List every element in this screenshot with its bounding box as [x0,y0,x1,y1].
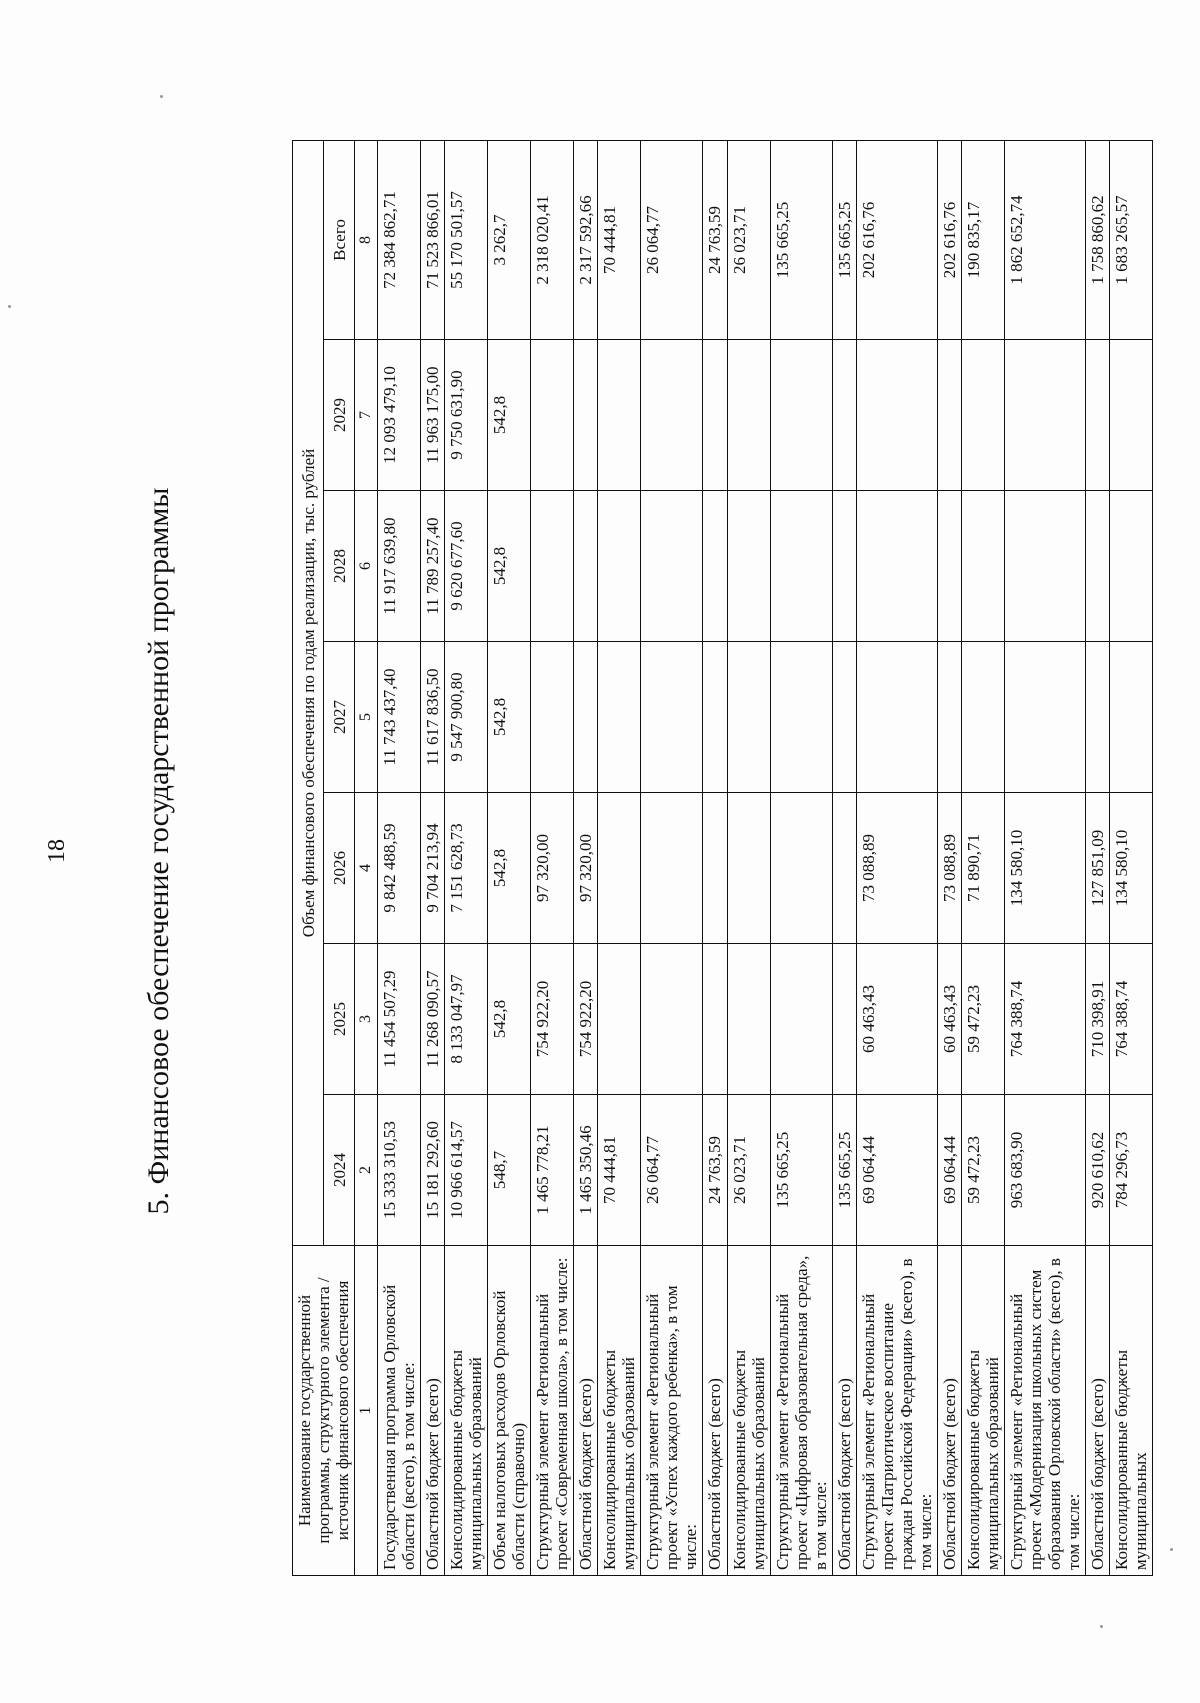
row-name-cell: Областной бюджет (всего) [703,1246,727,1576]
year-value-cell: 11 917 639,80 [378,491,421,642]
year-value-cell [531,340,574,491]
year-value-cell [531,491,574,642]
year-value-cell: 1 465 778,21 [531,1095,574,1246]
total-value-cell: 3 262,7 [488,140,531,339]
table-row [1086,140,1110,1575]
total-header: Всего [324,140,355,339]
year-value-cell: 542,8 [488,642,531,793]
year-value-cell: 59 472,23 [961,944,1004,1095]
year-value-cell [1086,642,1110,793]
year-value-cell: 9 704 213,94 [421,793,445,944]
row-name-cell: Структурный элемент «Региональный проект «Патриотическое воспитание граждан Российской Федерации» (всего), в том числе: [856,1246,937,1576]
year-value-cell [770,642,832,793]
year-value-cell: 10 966 614,57 [445,1095,488,1246]
year-value-cell [770,944,832,1095]
year-value-cell [770,340,832,491]
year-value-cell [770,793,832,944]
scan-speck [8,305,11,308]
year-value-cell: 11 454 507,29 [378,944,421,1095]
year-value-cell: 135 665,25 [832,1095,856,1246]
total-value-cell: 72 384 862,71 [378,140,421,339]
total-value-cell: 135 665,25 [770,140,832,339]
year-value-cell: 69 064,44 [856,1095,937,1246]
year-value-cell: 60 463,43 [856,944,937,1095]
table-row [961,140,1004,1575]
year-value-cell [1110,340,1153,491]
year-value-cell [598,340,641,491]
year-value-cell: 26 064,77 [641,1095,703,1246]
year-value-cell [574,642,598,793]
year-value-cell: 963 683,90 [1004,1095,1085,1246]
year-value-cell [832,793,856,944]
total-value-cell: 202 616,76 [856,140,937,339]
table-row [421,140,445,1575]
column-number: 3 [355,944,378,1095]
table-row [378,140,421,1575]
row-name-cell: Областной бюджет (всего) [574,1246,598,1576]
column-number: 7 [355,340,378,491]
year-value-cell [856,340,937,491]
table-row [770,140,832,1575]
year-value-cell [937,491,961,642]
year-value-cell [1004,340,1085,491]
year-value-cell: 11 789 257,40 [421,491,445,642]
total-value-cell: 135 665,25 [832,140,856,339]
row-name-cell: Государственная программа Орловской области (всего), в том числе: [378,1246,421,1576]
year-value-cell [598,944,641,1095]
year-value-cell [641,944,703,1095]
year-value-cell: 1 465 350,46 [574,1095,598,1246]
year-value-cell [641,491,703,642]
column-number: 6 [355,491,378,642]
year-value-cell [641,642,703,793]
year-value-cell: 11 268 090,57 [421,944,445,1095]
year-value-cell [598,642,641,793]
year-value-cell [937,340,961,491]
year-header: 2029 [324,340,355,491]
year-value-cell: 784 296,73 [1110,1095,1153,1246]
year-value-cell [703,642,727,793]
total-value-cell: 24 763,59 [703,140,727,339]
year-value-cell [832,944,856,1095]
year-value-cell [856,491,937,642]
row-name-cell: Консолидированные бюджеты муниципальных образований [598,1246,641,1576]
year-value-cell: 70 444,81 [598,1095,641,1246]
year-value-cell [832,642,856,793]
rotated-document-page [30,31,1170,1671]
year-value-cell [703,340,727,491]
row-name-cell: Объем налоговых расходов Орловской области (справочно) [488,1246,531,1576]
year-value-cell: 134 580,10 [1110,793,1153,944]
column-number: 4 [355,793,378,944]
year-value-cell: 73 088,89 [856,793,937,944]
total-value-cell: 2 318 020,41 [531,140,574,339]
year-value-cell [1110,491,1153,642]
year-value-cell: 11 743 437,40 [378,642,421,793]
year-value-cell: 15 181 292,60 [421,1095,445,1246]
year-value-cell: 73 088,89 [937,793,961,944]
year-value-cell: 24 763,59 [703,1095,727,1246]
page-number: 18 [44,839,70,863]
year-value-cell: 764 388,74 [1110,944,1153,1095]
year-value-cell: 542,8 [488,491,531,642]
row-name-cell: Консолидированные бюджеты муниципальных образований [727,1246,770,1576]
year-header: 2025 [324,944,355,1095]
year-value-cell [641,793,703,944]
total-value-cell: 55 170 501,57 [445,140,488,339]
total-value-cell: 2 317 592,66 [574,140,598,339]
year-value-cell [770,491,832,642]
row-name-cell: Консолидированные бюджеты муниципальных образований [445,1246,488,1576]
total-value-cell: 202 616,76 [937,140,961,339]
year-value-cell: 9 750 631,90 [445,340,488,491]
year-value-cell [598,491,641,642]
year-value-cell: 548,7 [488,1095,531,1246]
year-header: 2027 [324,642,355,793]
table-row [1004,140,1085,1575]
year-value-cell: 9 620 677,60 [445,491,488,642]
table-row [727,140,770,1575]
year-value-cell [703,944,727,1095]
year-value-cell: 542,8 [488,793,531,944]
year-value-cell: 8 133 047,97 [445,944,488,1095]
year-value-cell [961,340,1004,491]
year-value-cell: 11 963 175,00 [421,340,445,491]
year-value-cell: 11 617 836,50 [421,642,445,793]
year-value-cell: 7 151 628,73 [445,793,488,944]
total-value-cell: 26 064,77 [641,140,703,339]
year-value-cell: 542,8 [488,944,531,1095]
year-value-cell: 127 851,09 [1086,793,1110,944]
year-header: 2028 [324,491,355,642]
row-name-cell: Консолидированные бюджеты муниципальных [1110,1246,1153,1576]
year-value-cell [832,340,856,491]
table-row [574,140,598,1575]
row-name-cell: Структурный элемент «Региональный проект «Цифровая образовательная среда», в том числе: [770,1246,832,1576]
year-value-cell: 97 320,00 [574,793,598,944]
table-row [703,140,727,1575]
year-value-cell: 26 023,71 [727,1095,770,1246]
table-row [832,140,856,1575]
row-name-cell: Областной бюджет (всего) [421,1246,445,1576]
year-value-cell: 920 610,62 [1086,1095,1110,1246]
year-value-cell: 135 665,25 [770,1095,832,1246]
year-value-cell: 60 463,43 [937,944,961,1095]
table-row [937,140,961,1575]
year-value-cell [727,944,770,1095]
year-header: 2026 [324,793,355,944]
column-number-row [355,140,378,1575]
year-value-cell: 69 064,44 [937,1095,961,1246]
row-name-cell: Консолидированные бюджеты муниципальных образований [961,1246,1004,1576]
financing-table [292,140,1153,1576]
year-value-cell: 710 398,91 [1086,944,1110,1095]
year-value-cell [598,793,641,944]
year-value-cell: 754 922,20 [531,944,574,1095]
year-value-cell [727,793,770,944]
year-value-cell [727,642,770,793]
table-row [488,140,531,1575]
year-value-cell [961,491,1004,642]
year-value-cell [856,642,937,793]
year-value-cell: 71 890,71 [961,793,1004,944]
column-number: 5 [355,642,378,793]
table-row [641,140,703,1575]
total-value-cell: 26 023,71 [727,140,770,339]
row-name-cell: Областной бюджет (всего) [1086,1246,1110,1576]
year-value-cell: 15 333 310,53 [378,1095,421,1246]
column-number: 8 [355,140,378,339]
year-value-cell [961,642,1004,793]
year-header: 2024 [324,1095,355,1246]
year-value-cell: 9 842 488,59 [378,793,421,944]
financing-table-container [292,141,1153,1576]
year-value-cell [641,340,703,491]
section-title: 5. Финансовое обеспечение государственной программы [142,487,175,1215]
header-name-cell: Наименование государственной программы, структурного элемента / источник финансового обеспечения [293,1246,355,1576]
year-value-cell: 97 320,00 [531,793,574,944]
table-row [856,140,937,1575]
year-value-cell [1110,642,1153,793]
column-number: 2 [355,1095,378,1246]
total-value-cell: 1 862 652,74 [1004,140,1085,339]
row-name-cell: Структурный элемент «Региональный проект «Успех каждого ребенка», в том числе: [641,1246,703,1576]
year-value-cell: 134 580,10 [1004,793,1085,944]
year-value-cell [531,642,574,793]
year-value-cell [703,793,727,944]
row-name-cell: Областной бюджет (всего) [937,1246,961,1576]
year-value-cell [727,491,770,642]
year-value-cell [937,642,961,793]
year-value-cell [574,491,598,642]
total-value-cell: 1 758 860,62 [1086,140,1110,339]
year-value-cell [727,340,770,491]
year-value-cell [703,491,727,642]
total-value-cell: 190 835,17 [961,140,1004,339]
year-value-cell: 542,8 [488,340,531,491]
scan-speck [1170,1548,1173,1551]
year-value-cell: 9 547 900,80 [445,642,488,793]
row-name-cell: Структурный элемент «Региональный проект «Современная школа», в том числе: [531,1246,574,1576]
column-number: 1 [355,1246,378,1576]
total-value-cell: 1 683 265,57 [1110,140,1153,339]
header-volume-cell: Объем финансового обеспечения по годам реализации, тыс. рублей [293,140,324,1245]
table-row [445,140,488,1575]
year-value-cell [1004,491,1085,642]
year-value-cell: 764 388,74 [1004,944,1085,1095]
table-row [598,140,641,1575]
year-value-cell [574,340,598,491]
year-value-cell: 12 093 479,10 [378,340,421,491]
year-value-cell: 754 922,20 [574,944,598,1095]
row-name-cell: Областной бюджет (всего) [832,1246,856,1576]
table-row [531,140,574,1575]
year-value-cell [1086,340,1110,491]
year-value-cell [1004,642,1085,793]
year-value-cell [832,491,856,642]
total-value-cell: 70 444,81 [598,140,641,339]
table-row [1110,140,1153,1575]
year-value-cell [1086,491,1110,642]
year-value-cell: 59 472,23 [961,1095,1004,1246]
row-name-cell: Структурный элемент «Региональный проект «Модернизация школьных систем образования Орловской области» (всего), в том числе: [1004,1246,1085,1576]
total-value-cell: 71 523 866,01 [421,140,445,339]
